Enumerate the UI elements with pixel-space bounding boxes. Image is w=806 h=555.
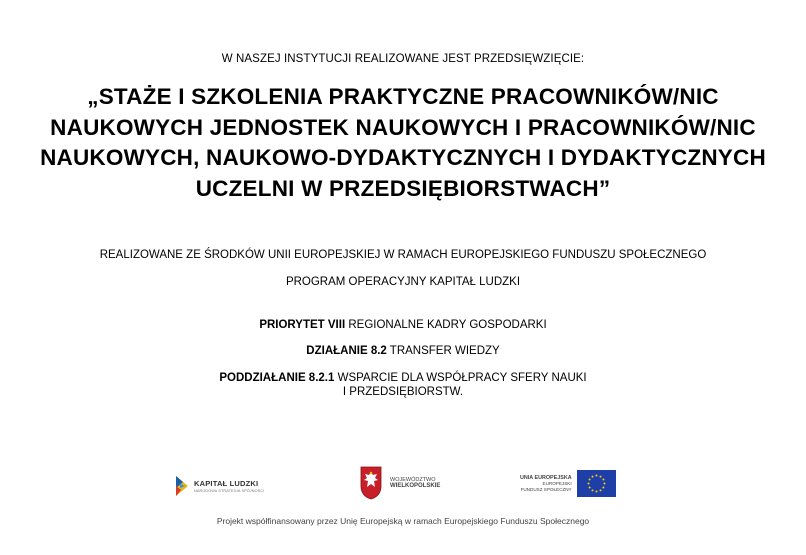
eu-logo bbox=[520, 470, 616, 497]
priority-value: REGIONALNE KADRY GOSPODARKI bbox=[345, 319, 547, 331]
logos-bar bbox=[0, 466, 806, 506]
subaction-value-line1: WSPARCIE DLA WSPÓŁPRACY SFERY NAUKI bbox=[334, 372, 587, 384]
intro-text: W NASZEJ INSTYTUCJI REALIZOWANE JEST PRZEDSIĘWZIĘCIE: bbox=[221, 53, 585, 65]
funding-text: REALIZOWANE ZE ŚRODKÓW UNII EUROPEJSKIEJ W RAMACH EUROPEJSKIEGO FUNDUSZU SPOŁECZNEGO bbox=[99, 249, 707, 261]
eu-line3: FUNDUSZ SPOŁECZNY bbox=[520, 486, 572, 492]
priority-label: PRIORYTET VIII bbox=[259, 319, 346, 331]
eu-line1: UNIA EUROPEJSKA bbox=[520, 474, 572, 481]
eu-line2: EUROPEJSKI bbox=[542, 480, 572, 486]
program-name: PROGRAM OPERACYJNY KAPITAŁ LUDZKI bbox=[285, 276, 521, 288]
action-line bbox=[0, 344, 806, 358]
subaction-label: PODDZIAŁANIE 8.2.1 bbox=[219, 372, 335, 384]
wielkopolska-line1: WOJEWÓDZTWO bbox=[390, 476, 436, 483]
action-value: TRANSFER WIEDZY bbox=[386, 345, 500, 357]
wielkopolska-logo bbox=[360, 466, 440, 500]
kapital-ludzki-tagline: NARODOWA STRATEGIA SPÓJNOŚCI bbox=[194, 489, 265, 493]
subaction-value-line2: I PRZEDSIĘBIORSTW. bbox=[342, 386, 464, 398]
action-label: DZIAŁANIE 8.2 bbox=[306, 345, 387, 357]
priority-line bbox=[0, 318, 806, 332]
wielkopolska-line2: WIELKOPOLSKIE bbox=[390, 483, 441, 489]
kapital-ludzki-emblem-icon bbox=[174, 474, 190, 498]
kapital-ludzki-logo bbox=[174, 474, 264, 498]
cofinancing-footer: Projekt współfinansowany przez Unię Europejską w ramach Europejskiego Funduszu Społecznego bbox=[216, 516, 590, 526]
kapital-ludzki-name: KAPITAŁ LUDZKI bbox=[194, 479, 259, 488]
eu-flag-icon bbox=[577, 470, 616, 497]
white-eagle-shield-icon bbox=[360, 466, 382, 500]
subaction-line bbox=[0, 371, 806, 399]
project-title: „STAŻE I SZKOLENIA PRAKTYCZNE PRACOWNIKÓW/NIC NAUKOWYCH JEDNOSTEK NAUKOWYCH I PRACOWNIKÓW/NIC NAUKOWYCH, NAUKOWO-DYDAKTYCZNYCH I DYDAKTYCZNYCH UCZELNI W PRZEDSIĘBIORSTWACH” bbox=[40, 84, 766, 201]
